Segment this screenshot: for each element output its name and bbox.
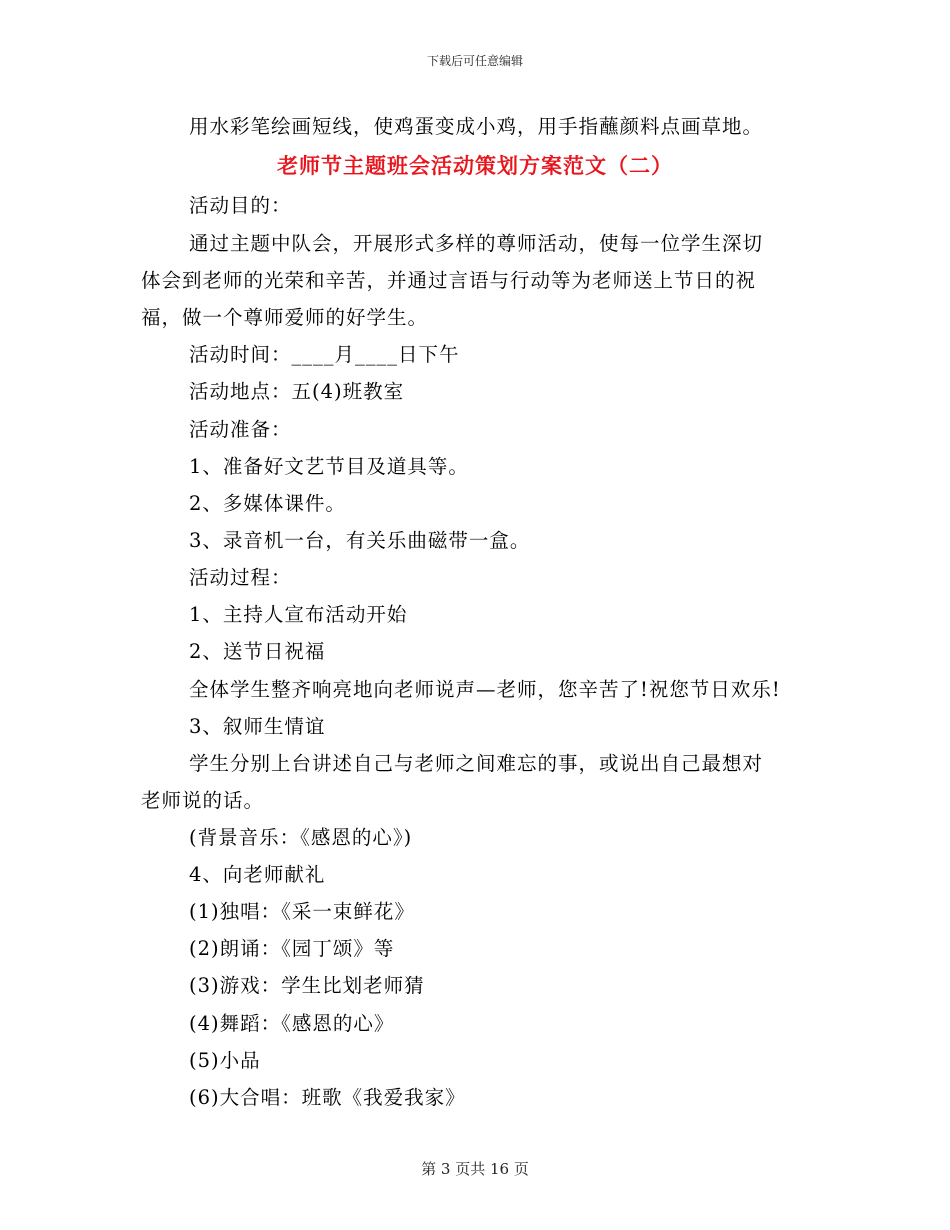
paragraph-line: 活动目的：	[189, 194, 292, 217]
paragraph-line: 学生分别上台讲述自己与老师之间难忘的事，或说出自己最想对	[189, 752, 764, 775]
paragraph-line: 用水彩笔绘画短线，使鸡蛋变成小鸡，用手指蘸颜料点画草地。	[189, 115, 764, 138]
list-item: (1)独唱：《采一束鲜花》	[189, 900, 415, 923]
paragraph-line: 老师说的话。	[141, 789, 265, 812]
paragraph-line: 活动过程：	[189, 566, 292, 589]
paragraph-line: 全体学生整齐响亮地向老师说声—老师，您辛苦了!祝您节日欢乐!	[189, 678, 781, 701]
paragraph-line: 体会到老师的光荣和辛苦，并通过言语与行动等为老师送上节日的祝	[141, 269, 757, 292]
list-item: 2、多媒体课件。	[189, 492, 346, 515]
paragraph-line: 福，做一个尊师爱师的好学生。	[141, 306, 429, 329]
paragraph-line: 活动准备：	[189, 418, 292, 441]
list-item: (6)大合唱：班歌《我爱我家》	[189, 1086, 466, 1109]
list-item: 1、准备好文艺节目及道具等。	[189, 455, 469, 478]
paragraph-line: (背景音乐：《感恩的心》)	[189, 826, 413, 849]
list-item: 4、向老师献礼	[189, 863, 326, 886]
list-item: 1、主持人宣布活动开始	[189, 603, 408, 626]
list-item: 2、送节日祝福	[189, 640, 326, 663]
list-item: (4)舞蹈：《感恩的心》	[189, 1012, 395, 1035]
list-item: 3、叙师生情谊	[189, 715, 326, 738]
paragraph-line: 活动地点：五(4)班教室	[189, 380, 405, 403]
paragraph-line: 通过主题中队会，开展形式多样的尊师活动，使每一位学生深切	[189, 232, 764, 255]
list-item: 3、录音机一台，有关乐曲磁带一盒。	[189, 529, 531, 552]
list-item: (3)游戏：学生比划老师猜	[189, 974, 425, 997]
list-item: (5)小品	[189, 1049, 261, 1072]
document-title: 老师节主题班会活动策划方案范文（二）	[277, 153, 673, 178]
page-header-note: 下载后可任意编辑	[426, 54, 523, 68]
page-number-footer: 第 3 页共 16 页	[421, 1160, 529, 1178]
list-item: (2)朗诵：《园丁颂》等	[189, 937, 395, 960]
paragraph-line: 活动时间：____月____日下午	[189, 343, 460, 366]
